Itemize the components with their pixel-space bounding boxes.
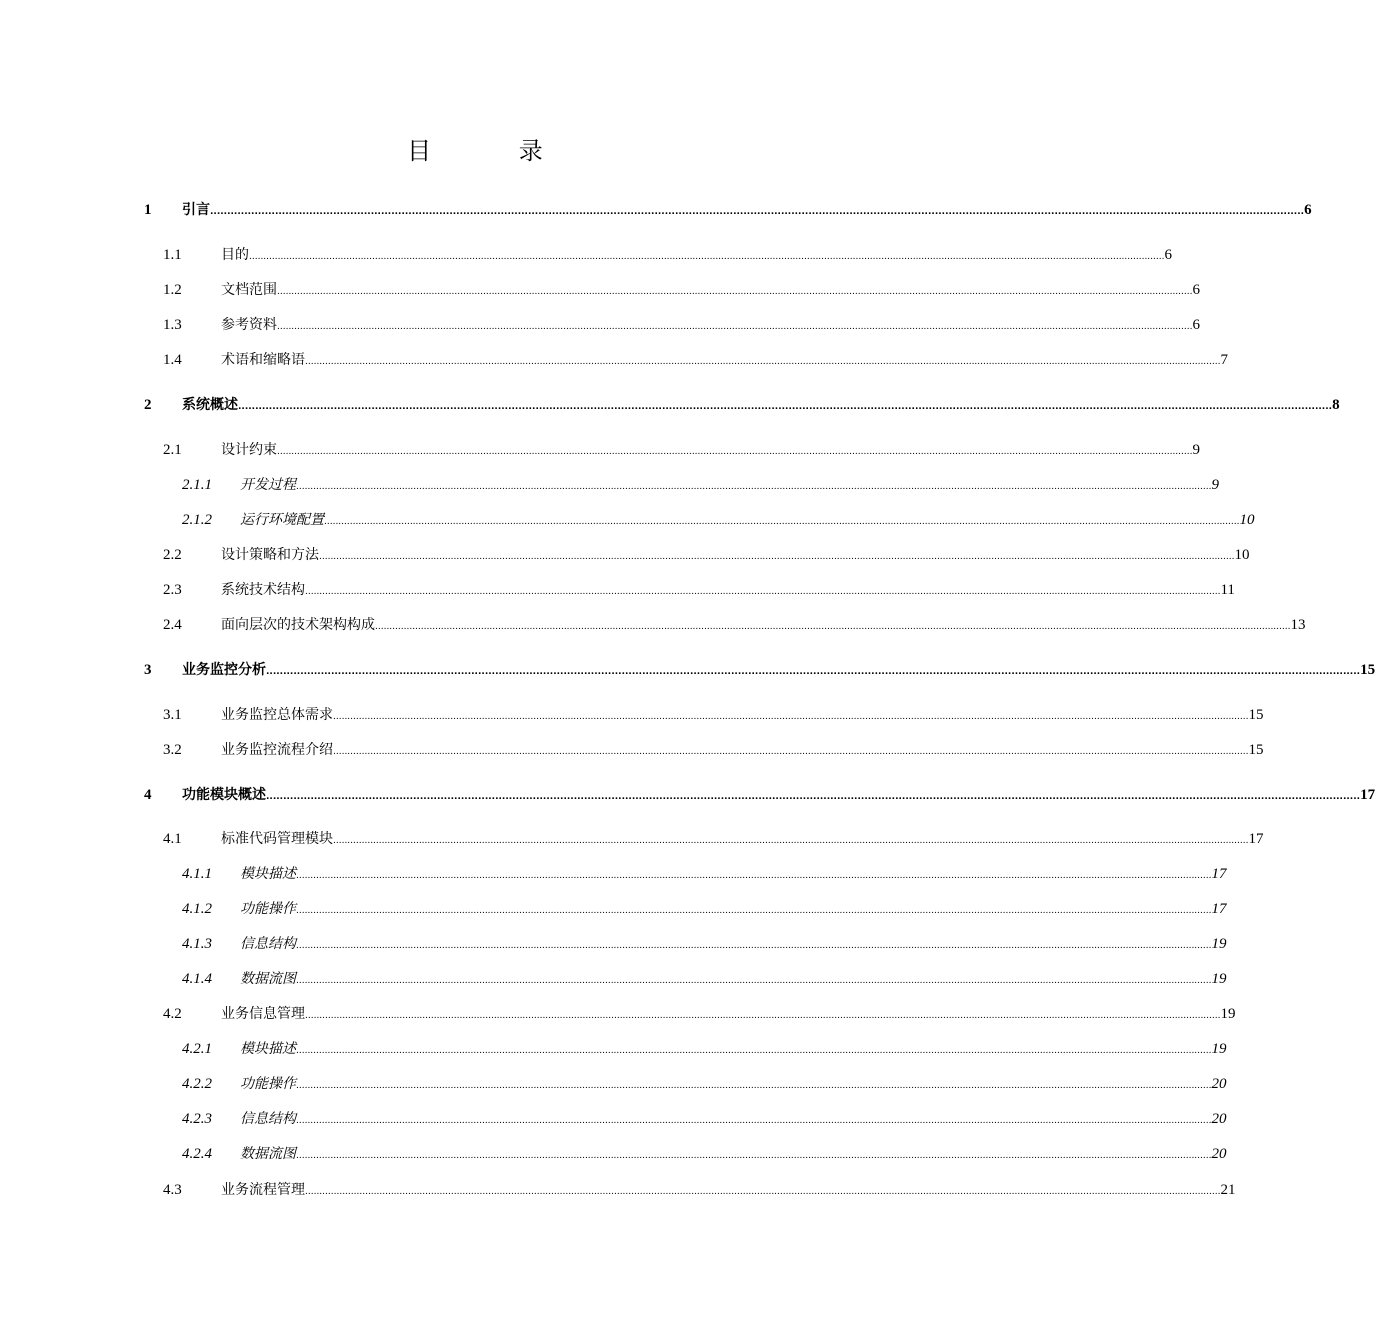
dot-leader: ................................................................................................................................................................................................................................................................................................................................ — [238, 402, 1333, 412]
toc-entry-number: 1.1 — [163, 247, 182, 263]
toc-entry-line — [240, 474, 1219, 496]
toc-entry-label: 引言 — [182, 202, 210, 218]
toc-entry-line — [182, 659, 1375, 681]
toc-entry-label: 设计策略和方法 — [221, 547, 319, 563]
toc-entry-page: 17 — [1248, 831, 1264, 847]
toc-entry-label: 目的 — [221, 247, 249, 263]
toc-entry-line — [240, 1073, 1227, 1095]
toc-entry-page: 9 — [1211, 477, 1219, 493]
dot-leader: ................................................................................................................................................................................................................................................................................................................................ — [296, 1151, 1212, 1161]
toc-entry-2-1[interactable] — [0, 439, 1200, 461]
toc-entry-label: 功能操作 — [240, 901, 296, 917]
toc-entry-line — [240, 898, 1227, 920]
toc-entry-page: 20 — [1211, 1146, 1227, 1162]
toc-entry-page: 19 — [1211, 971, 1227, 987]
dot-leader: ................................................................................................................................................................................................................................................................................................................................ — [296, 906, 1212, 916]
dot-leader: ................................................................................................................................................................................................................................................................................................................................ — [319, 552, 1235, 562]
toc-entry-label: 功能操作 — [240, 1076, 296, 1092]
dot-leader: ................................................................................................................................................................................................................................................................................................................................ — [296, 976, 1212, 986]
toc-entry-2[interactable] — [0, 394, 1340, 416]
toc-entry-label: 模块描述 — [240, 866, 296, 882]
dot-leader: ................................................................................................................................................................................................................................................................................................................................ — [296, 871, 1212, 881]
dot-leader: ................................................................................................................................................................................................................................................................................................................................ — [277, 322, 1193, 332]
toc-entry-line — [221, 1003, 1236, 1025]
toc-entry-page: 15 — [1360, 662, 1375, 678]
toc-entry-label: 系统概述 — [182, 397, 238, 413]
dot-leader: ................................................................................................................................................................................................................................................................................................................................ — [249, 252, 1165, 262]
toc-entry-page: 13 — [1290, 617, 1306, 633]
toc-entry-line — [221, 244, 1172, 266]
toc-entry-number: 4.3 — [163, 1182, 182, 1198]
toc-entry-4-2-2[interactable] — [0, 1073, 1227, 1095]
toc-entry-number: 4.1.2 — [182, 901, 212, 917]
toc-entry-page: 6 — [1192, 317, 1200, 333]
toc-entry-4-1-3[interactable] — [0, 933, 1227, 955]
dot-leader: ................................................................................................................................................................................................................................................................................................................................ — [210, 207, 1305, 217]
toc-entry-page: 10 — [1239, 512, 1255, 528]
toc-entry-number: 1.2 — [163, 282, 182, 298]
toc-entry-label: 功能模块概述 — [182, 787, 266, 803]
toc-entry-line — [240, 1143, 1227, 1165]
toc-entry-label: 术语和缩略语 — [221, 352, 305, 368]
toc-entry-number: 3.1 — [163, 707, 182, 723]
toc-entry-label: 文档范围 — [221, 282, 277, 298]
dot-leader: ................................................................................................................................................................................................................................................................................................................................ — [333, 712, 1249, 722]
toc-entry-1-3[interactable] — [0, 314, 1200, 336]
toc-entry-number: 1.3 — [163, 317, 182, 333]
toc-entry-4-1-4[interactable] — [0, 968, 1227, 990]
toc-entry-line — [221, 349, 1228, 371]
toc-entry-4-1[interactable] — [0, 828, 1264, 850]
dot-leader: ................................................................................................................................................................................................................................................................................................................................ — [266, 792, 1361, 802]
toc-entry-2-3[interactable] — [0, 579, 1235, 601]
toc-entry-number: 2.1.2 — [182, 512, 212, 528]
dot-leader: ................................................................................................................................................................................................................................................................................................................................ — [324, 517, 1240, 527]
toc-entry-4-2[interactable] — [0, 1003, 1236, 1025]
toc-entry-page: 15 — [1248, 742, 1264, 758]
toc-entry-page: 21 — [1220, 1182, 1236, 1198]
toc-entry-line — [240, 968, 1227, 990]
toc-entry-label: 信息结构 — [240, 936, 296, 952]
toc-entry-1-4[interactable] — [0, 349, 1228, 371]
dot-leader: ................................................................................................................................................................................................................................................................................................................................ — [333, 747, 1249, 757]
toc-entry-1-2[interactable] — [0, 279, 1200, 301]
toc-title: 目 录 — [407, 137, 583, 165]
toc-entry-line — [240, 863, 1227, 885]
toc-entry-4[interactable] — [0, 784, 1375, 806]
toc-entry-label: 系统技术结构 — [221, 582, 305, 598]
toc-entry-number: 2.1 — [163, 442, 182, 458]
dot-leader: ................................................................................................................................................................................................................................................................................................................................ — [305, 1187, 1221, 1197]
toc-entry-page: 6 — [1192, 282, 1200, 298]
toc-entry-page: 19 — [1211, 936, 1227, 952]
toc-entry-number: 2.1.1 — [182, 477, 212, 493]
toc-entry-page: 9 — [1192, 442, 1200, 458]
dot-leader: ................................................................................................................................................................................................................................................................................................................................ — [277, 287, 1193, 297]
toc-entry-3[interactable] — [0, 659, 1375, 681]
toc-entry-label: 业务流程管理 — [221, 1182, 305, 1198]
toc-entry-label: 设计约束 — [221, 442, 277, 458]
toc-entry-number: 4.1.4 — [182, 971, 212, 987]
toc-entry-line — [240, 1108, 1227, 1130]
toc-entry-label: 开发过程 — [240, 477, 296, 493]
toc-entry-line — [221, 739, 1264, 761]
toc-entry-line — [221, 579, 1235, 601]
toc-entry-number: 4.2 — [163, 1006, 182, 1022]
toc-entry-4-1-2[interactable] — [0, 898, 1227, 920]
toc-entry-4-1-1[interactable] — [0, 863, 1227, 885]
toc-entry-line — [221, 544, 1250, 566]
toc-entry-line — [221, 279, 1200, 301]
toc-entry-page: 19 — [1211, 1041, 1227, 1057]
dot-leader: ................................................................................................................................................................................................................................................................................................................................ — [305, 587, 1221, 597]
toc-entry-label: 模块描述 — [240, 1041, 296, 1057]
dot-leader: ................................................................................................................................................................................................................................................................................................................................ — [296, 941, 1212, 951]
toc-entry-page: 8 — [1332, 397, 1340, 413]
toc-entry-label: 标准代码管理模块 — [221, 831, 333, 847]
toc-entry-number: 2.3 — [163, 582, 182, 598]
dot-leader: ................................................................................................................................................................................................................................................................................................................................ — [277, 447, 1193, 457]
toc-entry-page: 17 — [1360, 787, 1375, 803]
toc-entry-line — [182, 784, 1375, 806]
toc-entry-number: 3 — [144, 662, 152, 678]
toc-entry-2-2[interactable] — [0, 544, 1250, 566]
toc-entry-3-1[interactable] — [0, 704, 1264, 726]
toc-entry-line — [221, 314, 1200, 336]
toc-entry-number: 4.1.3 — [182, 936, 212, 952]
toc-entry-line — [221, 704, 1264, 726]
dot-leader: ................................................................................................................................................................................................................................................................................................................................ — [305, 1011, 1221, 1021]
toc-entry-page: 11 — [1220, 582, 1235, 598]
toc-entry-line — [221, 614, 1306, 636]
toc-entry-page: 7 — [1220, 352, 1228, 368]
toc-entry-line — [240, 1038, 1227, 1060]
toc-entry-line — [240, 933, 1227, 955]
toc-entry-number: 4.2.1 — [182, 1041, 212, 1057]
dot-leader: ................................................................................................................................................................................................................................................................................................................................ — [333, 836, 1249, 846]
dot-leader: ................................................................................................................................................................................................................................................................................................................................ — [305, 357, 1221, 367]
toc-entry-page: 17 — [1211, 866, 1227, 882]
dot-leader: ................................................................................................................................................................................................................................................................................................................................ — [375, 622, 1291, 632]
toc-entry-line — [221, 1179, 1236, 1201]
toc-entry-line — [182, 394, 1340, 416]
toc-entry-number: 4.2.4 — [182, 1146, 212, 1162]
toc-entry-page: 19 — [1220, 1006, 1236, 1022]
toc-entry-page: 20 — [1211, 1111, 1227, 1127]
toc-entry-number: 1.4 — [163, 352, 182, 368]
toc-entry-label: 信息结构 — [240, 1111, 296, 1127]
toc-entry-number: 2.2 — [163, 547, 182, 563]
toc-entry-page: 17 — [1211, 901, 1227, 917]
dot-leader: ................................................................................................................................................................................................................................................................................................................................ — [296, 1046, 1212, 1056]
toc-entry-number: 4.1.1 — [182, 866, 212, 882]
toc-entry-number: 3.2 — [163, 742, 182, 758]
toc-entry-2-1-2[interactable] — [0, 509, 1255, 531]
toc-entry-label: 业务监控分析 — [182, 662, 266, 678]
toc-entry-number: 2.4 — [163, 617, 182, 633]
toc-entry-number: 4.2.2 — [182, 1076, 212, 1092]
toc-entry-page: 15 — [1248, 707, 1264, 723]
toc-entry-page: 6 — [1304, 202, 1312, 218]
toc-entry-3-2[interactable] — [0, 739, 1264, 761]
toc-entry-number: 4.1 — [163, 831, 182, 847]
toc-entry-4-2-4[interactable] — [0, 1143, 1227, 1165]
toc-entry-label: 业务监控总体需求 — [221, 707, 333, 723]
toc-entry-label: 数据流图 — [240, 971, 296, 987]
toc-entry-label: 业务监控流程介绍 — [221, 742, 333, 758]
toc-entry-4-2-1[interactable] — [0, 1038, 1227, 1060]
toc-entry-page: 20 — [1211, 1076, 1227, 1092]
toc-entry-4-3[interactable] — [0, 1179, 1236, 1201]
toc-entry-page: 6 — [1164, 247, 1172, 263]
toc-entry-label: 面向层次的技术架构构成 — [221, 617, 375, 633]
toc-entry-number: 1 — [144, 202, 152, 218]
toc-entry-line — [182, 199, 1312, 221]
toc-entry-4-2-3[interactable] — [0, 1108, 1227, 1130]
dot-leader: ................................................................................................................................................................................................................................................................................................................................ — [296, 1116, 1212, 1126]
dot-leader: ................................................................................................................................................................................................................................................................................................................................ — [296, 1081, 1212, 1091]
toc-entry-number: 4.2.3 — [182, 1111, 212, 1127]
toc-entry-line — [221, 439, 1200, 461]
toc-entry-label: 参考资料 — [221, 317, 277, 333]
toc-entry-2-1-1[interactable] — [0, 474, 1219, 496]
toc-entry-label: 数据流图 — [240, 1146, 296, 1162]
toc-entry-number: 4 — [144, 787, 152, 803]
dot-leader: ................................................................................................................................................................................................................................................................................................................................ — [266, 667, 1361, 677]
toc-entry-2-4[interactable] — [0, 614, 1306, 636]
toc-entry-label: 业务信息管理 — [221, 1006, 305, 1022]
toc-entry-line — [221, 828, 1264, 850]
toc-entry-number: 2 — [144, 397, 152, 413]
toc-entry-1[interactable] — [0, 199, 1312, 221]
toc-entry-label: 运行环境配置 — [240, 512, 324, 528]
dot-leader: ................................................................................................................................................................................................................................................................................................................................ — [296, 482, 1212, 492]
toc-entry-page: 10 — [1234, 547, 1250, 563]
toc-entry-1-1[interactable] — [0, 244, 1172, 266]
toc-entry-line — [240, 509, 1255, 531]
